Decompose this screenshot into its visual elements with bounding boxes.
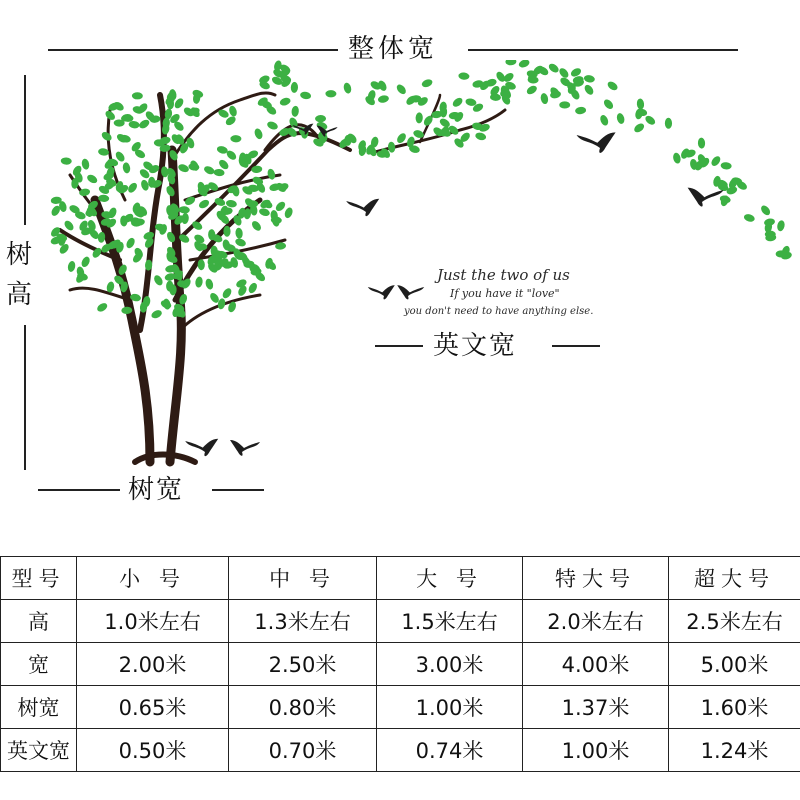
size-spec-table xyxy=(0,556,800,772)
tree-height-label-2: 高 xyxy=(6,280,33,310)
table-cell: 1.24米 xyxy=(669,729,800,772)
table-cell: 5.00米 xyxy=(669,643,800,686)
bird xyxy=(688,188,724,207)
leaf xyxy=(122,162,131,174)
leaf xyxy=(575,106,587,115)
leaf xyxy=(583,83,595,96)
leaf xyxy=(230,135,241,142)
leaf xyxy=(698,137,706,148)
leaf xyxy=(266,120,279,131)
leaf xyxy=(253,127,264,140)
leaf xyxy=(204,278,214,291)
leaf xyxy=(86,173,99,185)
header-small: 小 号 xyxy=(77,557,229,600)
leaf xyxy=(325,90,336,97)
leaf xyxy=(672,152,682,164)
quote-line-1: Just the two of us xyxy=(437,266,570,284)
row-label-width: 宽 xyxy=(1,643,77,686)
leaf xyxy=(602,98,615,111)
leaf xyxy=(343,82,353,94)
leaf xyxy=(759,204,772,217)
leaf xyxy=(291,105,299,117)
leaf xyxy=(665,118,672,129)
table-cell: 2.50米 xyxy=(229,643,377,686)
table-cell: 1.60米 xyxy=(669,686,800,729)
bird xyxy=(577,132,616,153)
leaf xyxy=(138,118,151,130)
header-medium: 中 号 xyxy=(229,557,377,600)
header-xlarge: 特大号 xyxy=(523,557,669,600)
table-row xyxy=(1,686,800,729)
text-width-line-right xyxy=(552,345,600,347)
leaf xyxy=(518,60,531,69)
leaf xyxy=(743,213,756,223)
leaf xyxy=(415,112,423,123)
leaf xyxy=(112,100,125,112)
leaf xyxy=(644,114,657,126)
leaf xyxy=(283,206,294,219)
leaf xyxy=(179,206,190,214)
leaf xyxy=(247,281,259,294)
table-cell: 0.74米 xyxy=(377,729,523,772)
leaf xyxy=(279,96,292,106)
quote-line-2: If you have it "love" xyxy=(450,287,560,300)
leaf xyxy=(258,207,271,217)
leaf xyxy=(234,237,247,248)
leaf xyxy=(67,260,76,272)
leaf xyxy=(315,115,326,122)
header-large: 大 号 xyxy=(377,557,523,600)
leaf xyxy=(633,122,646,134)
bird xyxy=(368,285,395,299)
row-label-height: 高 xyxy=(1,600,77,643)
header-model: 型号 xyxy=(1,557,77,600)
table-cell: 2.5米左右 xyxy=(669,600,800,643)
leaf xyxy=(395,132,407,145)
leaf xyxy=(152,274,164,287)
leaf xyxy=(235,227,243,239)
tree-wall-decal-artwork xyxy=(0,60,800,470)
leaf xyxy=(451,96,464,108)
tree-width-line-right xyxy=(212,489,264,491)
table-cell: 0.50米 xyxy=(77,729,229,772)
table-header-row xyxy=(1,557,800,600)
overall-width-line-left xyxy=(48,49,338,51)
bird xyxy=(230,440,260,456)
leaf xyxy=(505,60,516,66)
overall-width-line-right xyxy=(468,49,738,51)
table-cell: 4.00米 xyxy=(523,643,669,686)
table-cell: 1.5米左右 xyxy=(377,600,523,643)
table-cell: 1.37米 xyxy=(523,686,669,729)
leaf xyxy=(606,80,619,92)
row-label-tree-width: 树宽 xyxy=(1,686,77,729)
text-width-label: 英文宽 xyxy=(433,331,518,361)
leaf xyxy=(216,145,229,155)
overall-width-label: 整体宽 xyxy=(348,34,439,64)
leaf xyxy=(203,165,216,176)
tree-width-label: 树宽 xyxy=(128,475,185,505)
leaf xyxy=(221,287,233,300)
bird xyxy=(185,439,218,456)
leaf xyxy=(421,78,434,89)
header-xxlarge: 超大号 xyxy=(669,557,800,600)
leaf xyxy=(558,66,571,79)
leaf xyxy=(719,194,731,204)
leaf xyxy=(96,301,109,313)
leaf xyxy=(81,158,90,170)
leaf xyxy=(150,309,163,320)
leaf xyxy=(126,181,138,194)
leaf xyxy=(720,162,732,170)
leaf xyxy=(195,276,204,288)
bird xyxy=(397,285,424,299)
row-label-text-width: 英文宽 xyxy=(1,729,77,772)
table-cell: 2.00米 xyxy=(77,643,229,686)
table-cell: 0.65米 xyxy=(77,686,229,729)
table-cell: 0.70米 xyxy=(229,729,377,772)
leaf xyxy=(540,92,549,104)
table-cell: 1.3米左右 xyxy=(229,600,377,643)
table-cell: 1.00米 xyxy=(377,686,523,729)
leaf xyxy=(616,112,626,125)
leaf xyxy=(300,91,312,100)
leaf xyxy=(344,135,351,146)
tree-width-line-left xyxy=(38,489,120,491)
leaf xyxy=(395,83,408,96)
leaf xyxy=(710,155,722,168)
leaf xyxy=(274,200,287,213)
leaf xyxy=(776,220,785,232)
leaf xyxy=(776,250,787,257)
tree-height-label-1: 树 xyxy=(6,240,33,270)
table-cell: 3.00米 xyxy=(377,643,523,686)
leaf xyxy=(177,163,190,174)
leaf xyxy=(228,105,238,118)
table-row xyxy=(1,729,800,772)
leaf xyxy=(63,219,76,232)
leaf xyxy=(599,114,610,127)
leaf xyxy=(250,219,263,232)
leaf xyxy=(80,255,91,268)
leaf xyxy=(547,62,560,74)
table-row xyxy=(1,600,800,643)
bird xyxy=(346,199,379,216)
leaf xyxy=(132,92,143,99)
leaf xyxy=(61,157,72,165)
table-cell: 0.80米 xyxy=(229,686,377,729)
quote-line-3: you don't need to have anything else. xyxy=(404,306,594,317)
table-cell: 2.0米左右 xyxy=(523,600,669,643)
leaf xyxy=(559,101,570,108)
leaf xyxy=(266,168,276,181)
table-cell: 1.0米左右 xyxy=(77,600,229,643)
leaf xyxy=(213,169,225,177)
table-row xyxy=(1,643,800,686)
table-cell: 1.00米 xyxy=(523,729,669,772)
leaf xyxy=(125,237,137,250)
text-width-line-left xyxy=(375,345,423,347)
leaf xyxy=(291,82,299,93)
leaf xyxy=(474,131,487,141)
leaf xyxy=(636,98,644,110)
leaf xyxy=(583,74,595,83)
leaf xyxy=(377,94,389,103)
leaf xyxy=(525,84,538,96)
leaf xyxy=(458,72,470,80)
